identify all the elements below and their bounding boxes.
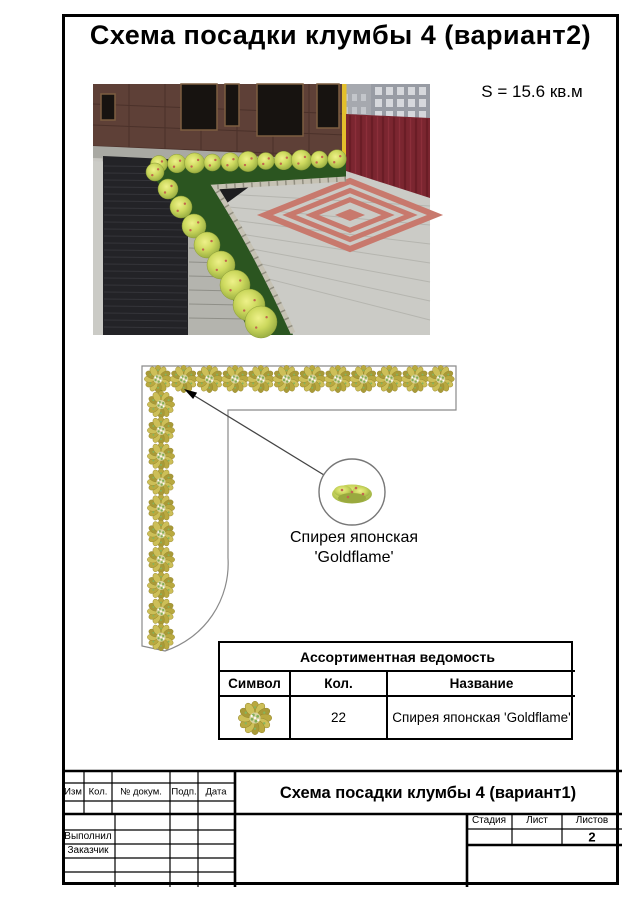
area-label: S = 15.6 кв.м bbox=[481, 82, 583, 101]
table-row-symbol bbox=[220, 697, 291, 738]
table-row-name: Спирея японская 'Goldflame' bbox=[392, 710, 571, 725]
col-header-qty: Кол. bbox=[291, 672, 388, 697]
assortment-table bbox=[218, 641, 573, 740]
tb-sheet-label: Лист bbox=[526, 815, 548, 826]
tb-row-customer: Заказчик bbox=[67, 845, 109, 856]
site-render-photo bbox=[93, 84, 430, 335]
tb-col-data: Дата bbox=[205, 786, 227, 798]
tb-col-podp: Подп. bbox=[171, 786, 197, 798]
spirea-detail-image bbox=[332, 485, 372, 504]
spirea-label-line2: 'Goldflame' bbox=[314, 549, 394, 566]
tb-col-izm: Изм bbox=[64, 786, 82, 798]
planting-plan bbox=[135, 358, 480, 670]
tb-stage-label: Стадия bbox=[471, 815, 507, 826]
bed-outline bbox=[142, 366, 456, 651]
callout-leader bbox=[190, 393, 324, 475]
table-row-qty: 22 bbox=[291, 697, 388, 738]
tb-sheets-label: Листов bbox=[575, 815, 609, 826]
table-title: Ассортиментная ведомость bbox=[220, 643, 575, 672]
tb-col-doc: № докум. bbox=[120, 786, 162, 798]
plant-symbols bbox=[144, 365, 454, 651]
spirea-plan-symbol bbox=[238, 701, 272, 735]
tb-doc-title: Схема посадки клумбы 4 (вариант1) bbox=[279, 783, 577, 802]
planting-line bbox=[161, 379, 441, 637]
tb-sheets-value: 2 bbox=[588, 829, 596, 845]
col-header-symbol: Символ bbox=[220, 672, 291, 697]
col-header-name: Название bbox=[388, 672, 575, 697]
tb-row-executed: Выполнил bbox=[64, 831, 112, 842]
spirea-label-line1: Спирея японская bbox=[289, 529, 419, 546]
page-title: Схема посадки клумбы 4 (вариант2) bbox=[89, 20, 592, 50]
tb-col-kol: Кол. bbox=[88, 786, 108, 798]
